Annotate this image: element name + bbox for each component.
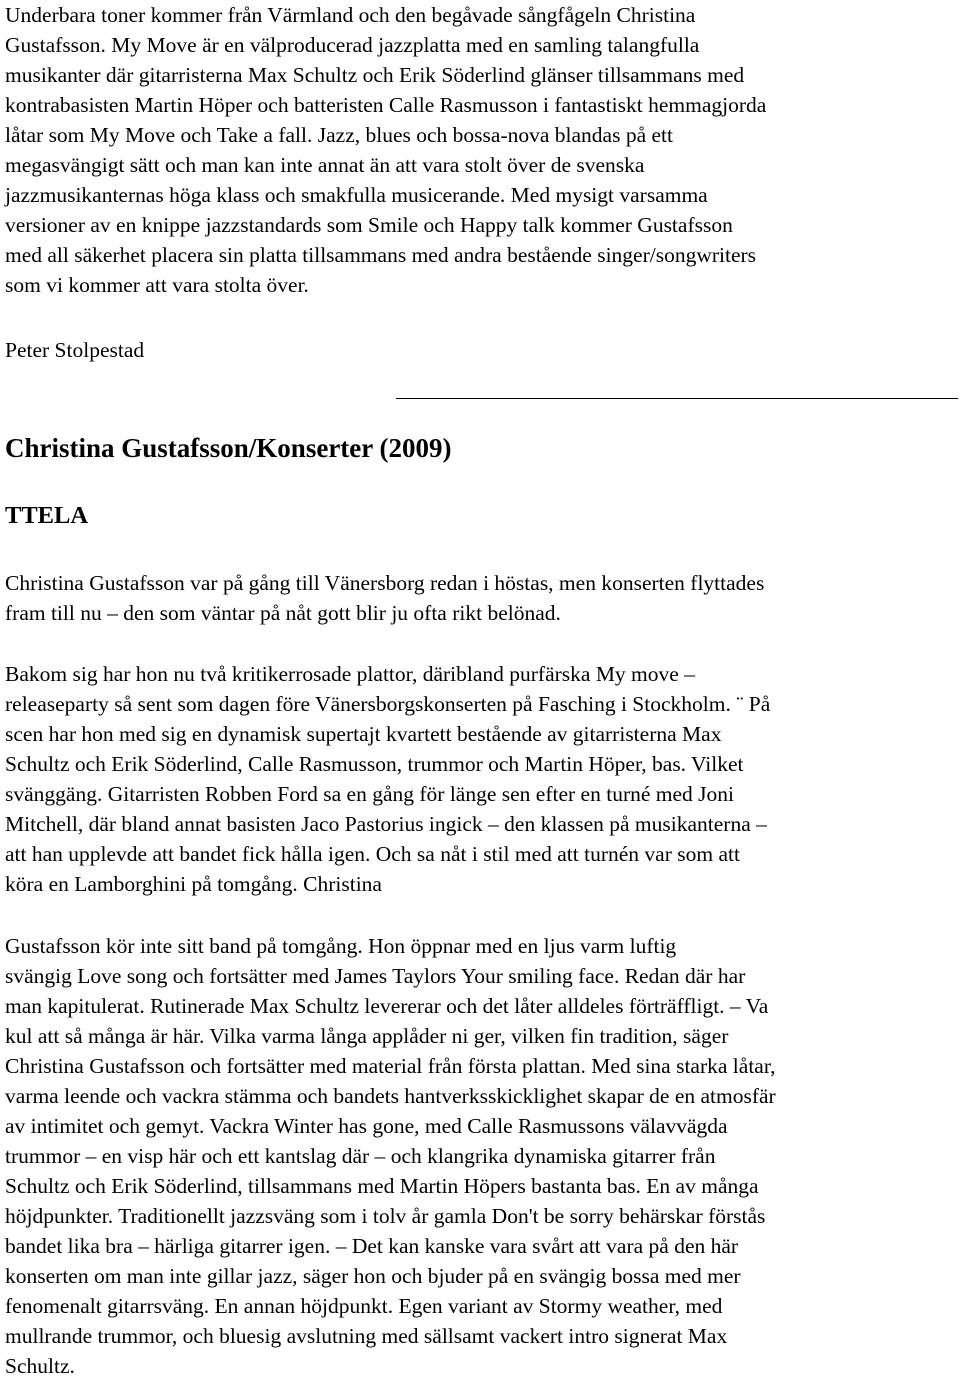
article-paragraph-3 — [5, 931, 957, 1381]
text-line: Schultz och Erik Söderlind, tillsammans med Martin Höpers bastanta bas. En av många — [5, 1174, 759, 1198]
text-line: konserten om man inte gillar jazz, säger hon och bjuder på en svängig bossa med mer — [5, 1264, 741, 1288]
text-line: man kapitulerat. Rutinerade Max Schultz levererar och det låter alldeles förträffligt. – Va — [5, 994, 769, 1018]
text-line: Mitchell, där bland annat basisten Jaco Pastorius ingick – den klassen på musikanterna – — [5, 812, 767, 836]
article-paragraph-2 — [5, 659, 957, 899]
text-line: Schultz och Erik Söderlind, Calle Rasmusson, trummor och Martin Höper, bas. Vilket — [5, 752, 744, 776]
text-line: musikanter där gitarristerna Max Schultz och Erik Söderlind glänser tillsammans med — [5, 63, 745, 87]
text-line: Schultz. — [5, 1354, 75, 1378]
text-line: höjdpunkter. Traditionellt jazzsväng som i tolv år gamla Don't be sorry behärskar förstås — [5, 1204, 766, 1228]
text-line: trummor – en visp här och ett kantslag där – och klangrika dynamiska gitarrer från — [5, 1144, 716, 1168]
text-line: Gustafsson kör inte sitt band på tomgång. Hon öppnar med en ljus varm luftig — [5, 934, 677, 958]
text-line: releaseparty så sent som dagen före Vänersborgskonserten på Fasching i Stockholm. ¨ På — [5, 692, 771, 716]
text-line: Christina Gustafsson och fortsätter med material från första plattan. Med sina starka låtar, — [5, 1054, 776, 1078]
article-source: TTELA — [5, 502, 89, 529]
review-intro-paragraph — [5, 0, 957, 300]
text-line: Bakom sig har hon nu två kritikerrosade plattor, däribland purfärska My move – — [5, 662, 695, 686]
text-line: av intimitet och gemyt. Vackra Winter has gone, med Calle Rasmussons välavvägda — [5, 1114, 728, 1138]
text-line: Underbara toner kommer från Värmland och den begåvade sångfågeln Christina — [5, 3, 696, 27]
text-line: megasvängigt sätt och man kan inte annat än att vara stolt över de svenska — [5, 153, 645, 177]
text-line: köra en Lamborghini på tomgång. Christina — [5, 872, 382, 896]
text-line: scen har hon med sig en dynamisk supertajt kvartett bestående av gitarristerna Max — [5, 722, 722, 746]
text-line: att han upplevde att bandet fick hålla igen. Och sa nåt i stil med att turnén var som att — [5, 842, 740, 866]
text-line: jazzmusikanternas höga klass och smakfulla musicerande. Med mysigt varsamma — [5, 183, 708, 207]
text-line: med all säkerhet placera sin platta tillsammans med andra bestående singer/songwriters — [5, 243, 757, 267]
text-line: fenomenalt gitarrsväng. En annan höjdpunkt. Egen variant av Stormy weather, med — [5, 1294, 723, 1318]
text-line: varma leende och vackra stämma och bandets hantverksskicklighet skapar de en atmosfär — [5, 1084, 776, 1108]
text-line: kul att så många är här. Vilka varma långa applåder ni ger, vilken fin tradition, säger — [5, 1024, 729, 1048]
text-line: svänggäng. Gitarristen Robben Ford sa en gång för länge sen efter en turné med Joni — [5, 782, 735, 806]
text-line: kontrabasisten Martin Höper och batteristen Calle Rasmusson i fantastiskt hemmagjorda — [5, 93, 767, 117]
text-line: versioner av en knippe jazzstandards som Smile och Happy talk kommer Gustafsson — [5, 213, 733, 237]
article-heading: Christina Gustafsson/Konserter (2009) — [5, 433, 452, 463]
text-line: som vi kommer att vara stolta över. — [5, 273, 309, 297]
text-line: Christina Gustafsson var på gång till Vänersborg redan i höstas, men konserten flyttades — [5, 571, 765, 595]
section-divider — [396, 398, 958, 399]
text-line: Gustafsson. My Move är en välproducerad jazzplatta med en samling talangfulla — [5, 33, 700, 57]
text-line: mullrande trummor, och bluesig avslutning med sällsamt vackert intro signerat Max — [5, 1324, 728, 1348]
text-line: bandet lika bra – härliga gitarrer igen. – Det kan kanske vara svårt att vara på den här — [5, 1234, 739, 1258]
text-line: svängig Love song och fortsätter med James Taylors Your smiling face. Redan där har — [5, 964, 746, 988]
text-line: låtar som My Move och Take a fall. Jazz, blues och bossa-nova blandas på ett — [5, 123, 673, 147]
article-paragraph-1 — [5, 568, 957, 628]
author-signature: Peter Stolpestad — [5, 338, 145, 362]
text-line: fram till nu – den som väntar på nåt gott blir ju ofta rikt belönad. — [5, 601, 561, 625]
